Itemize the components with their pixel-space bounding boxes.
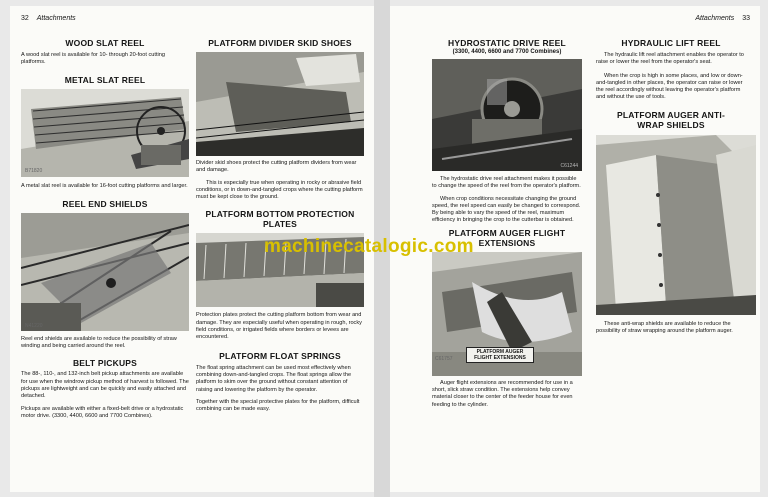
wood-slat-text: A wood slat reel is available for 10- through 20-foot cutting platforms. [21, 52, 165, 66]
hydrostatic-drive-photo [432, 59, 582, 171]
anti-wrap-title: PLATFORM AUGER ANTI-WRAP SHIELDS [616, 109, 726, 130]
float-springs-title: PLATFORM FLOAT SPRINGS [219, 350, 341, 361]
bottom-protection-text: Protection plates protect the cutting platform bottom from wear and damage. They are especially useful when operating in rough, rocky field conditions, or irrigated fields where borders or levees are encountered. [196, 312, 362, 341]
wood-slat-title: WOOD SLAT REEL [65, 38, 145, 48]
belt-pickups-text-1: The 88-, 110-, and 132-inch belt pickup attachments are available for use when the windrow pickup method of harvest is followed. The pickups are lightweight and can be quickly and easily attached and detached. [21, 371, 189, 400]
metal-slat-text: A metal slat reel is available for 16-foot cutting platforms and larger. [21, 182, 188, 189]
hydraulic-lift-text-1: The hydraulic lift reel attachment enables the operator to raise or lower the reel from the operator's seat. [596, 52, 744, 66]
reel-end-photo-ref: N41220 [25, 322, 43, 329]
auger-flight-photo [432, 252, 582, 376]
right-column-1 [432, 38, 582, 409]
belt-pickups-text-2: Pickups are available with either a fixed-belt drive or a hydrostatic motor drive. (3300, 4400, 6600 and 7700 Combines). [21, 405, 184, 419]
auger-flight-photo-label: PLATFORM AUGER FLIGHT EXTENSIONS [466, 347, 534, 363]
right-column-2 [596, 38, 746, 335]
right-page-number: 33 [742, 15, 750, 22]
reel-end-text: Reel end shields are available to reduce the possibility of straw winding and being carried around the reel. [21, 335, 177, 350]
hydrostatic-text-1: The hydrostatic drive reel attachment makes it possible to change the speed of the reel from the operator's platform. [432, 176, 581, 190]
metal-slat-reel-photo [21, 89, 189, 177]
right-running-head: Attachments [695, 15, 735, 22]
metal-slat-photo-ref: B71820 [25, 167, 43, 174]
reel-end-title: REEL END SHIELDS [62, 198, 148, 209]
right-page-header [695, 15, 750, 22]
divider-skid-photo [196, 52, 364, 156]
divider-skid-title: PLATFORM DIVIDER SKID SHOES [208, 38, 352, 48]
metal-slat-title: METAL SLAT REEL [64, 74, 146, 85]
anti-wrap-shields-photo [596, 135, 756, 315]
divider-skid-caption: Divider skid shoes protect the cutting platform dividers from wear and damage. [196, 160, 357, 174]
auger-flight-text: Auger flight extensions are recommended for use in a short, slick straw condition. The extensions help convey material closer to the center of the feeder house for even feeding to the cylinder. [432, 379, 573, 408]
left-column-1 [21, 38, 189, 420]
watermark: machinecatalogic.com [264, 236, 474, 257]
left-column-2 [196, 38, 364, 413]
left-page-header [21, 15, 76, 22]
left-page-number: 32 [21, 15, 29, 22]
auger-flight-photo-ref: C61757 [435, 355, 453, 362]
reel-end-shields-photo [21, 213, 189, 331]
float-springs-text-1: The float spring attachment can be used most effectively when combining down-and-tangled crops. The float springs allow the platform to skim over the ground without constant attention of raising and lowering the platform by the operator. [196, 364, 352, 393]
hydrostatic-photo-ref: C61244 [560, 163, 578, 169]
hydraulic-lift-text-2: When the crop is high in some places, and low or down-and-tangled in other places, the operator can raise or lower the reel accordingly without leaving the operator's platform and without the use of tools. [596, 72, 743, 101]
float-springs-text-2: Together with the special protective plates for the platform, difficult combining can be made easy. [196, 398, 360, 413]
hydraulic-lift-title: HYDRAULIC LIFT REEL [621, 38, 721, 48]
anti-wrap-text: These anti-wrap shields are available to reduce the possibility of straw wrapping around the platform auger. [596, 320, 733, 335]
hydrostatic-drive-title: HYDROSTATIC DRIVE REEL [448, 38, 566, 48]
belt-pickups-title: BELT PICKUPS [72, 358, 138, 369]
hydrostatic-text-2: When crop conditions necessitate changing the ground speed, the reel speed can easily be changed to correspond. By being able to vary the speed of the reel, maximum efficiency in bringing the crop to the cutterbar is obtained. [432, 195, 581, 224]
divider-skid-text: This is especially true when operating in rocky or abrasive field conditions, or in down-and-tangled crops where the cutting platform must be kept close to the ground. [196, 179, 363, 201]
bottom-protection-title: PLATFORM BOTTOM PROTECTION PLATES [205, 209, 355, 230]
auger-flight-title: PLATFORM AUGER FLIGHT EXTENSIONS [448, 227, 566, 248]
left-running-head: Attachments [36, 15, 76, 22]
hydrostatic-drive-subtitle: (3300, 4400, 6600 and 7700 Combines) [452, 49, 562, 55]
